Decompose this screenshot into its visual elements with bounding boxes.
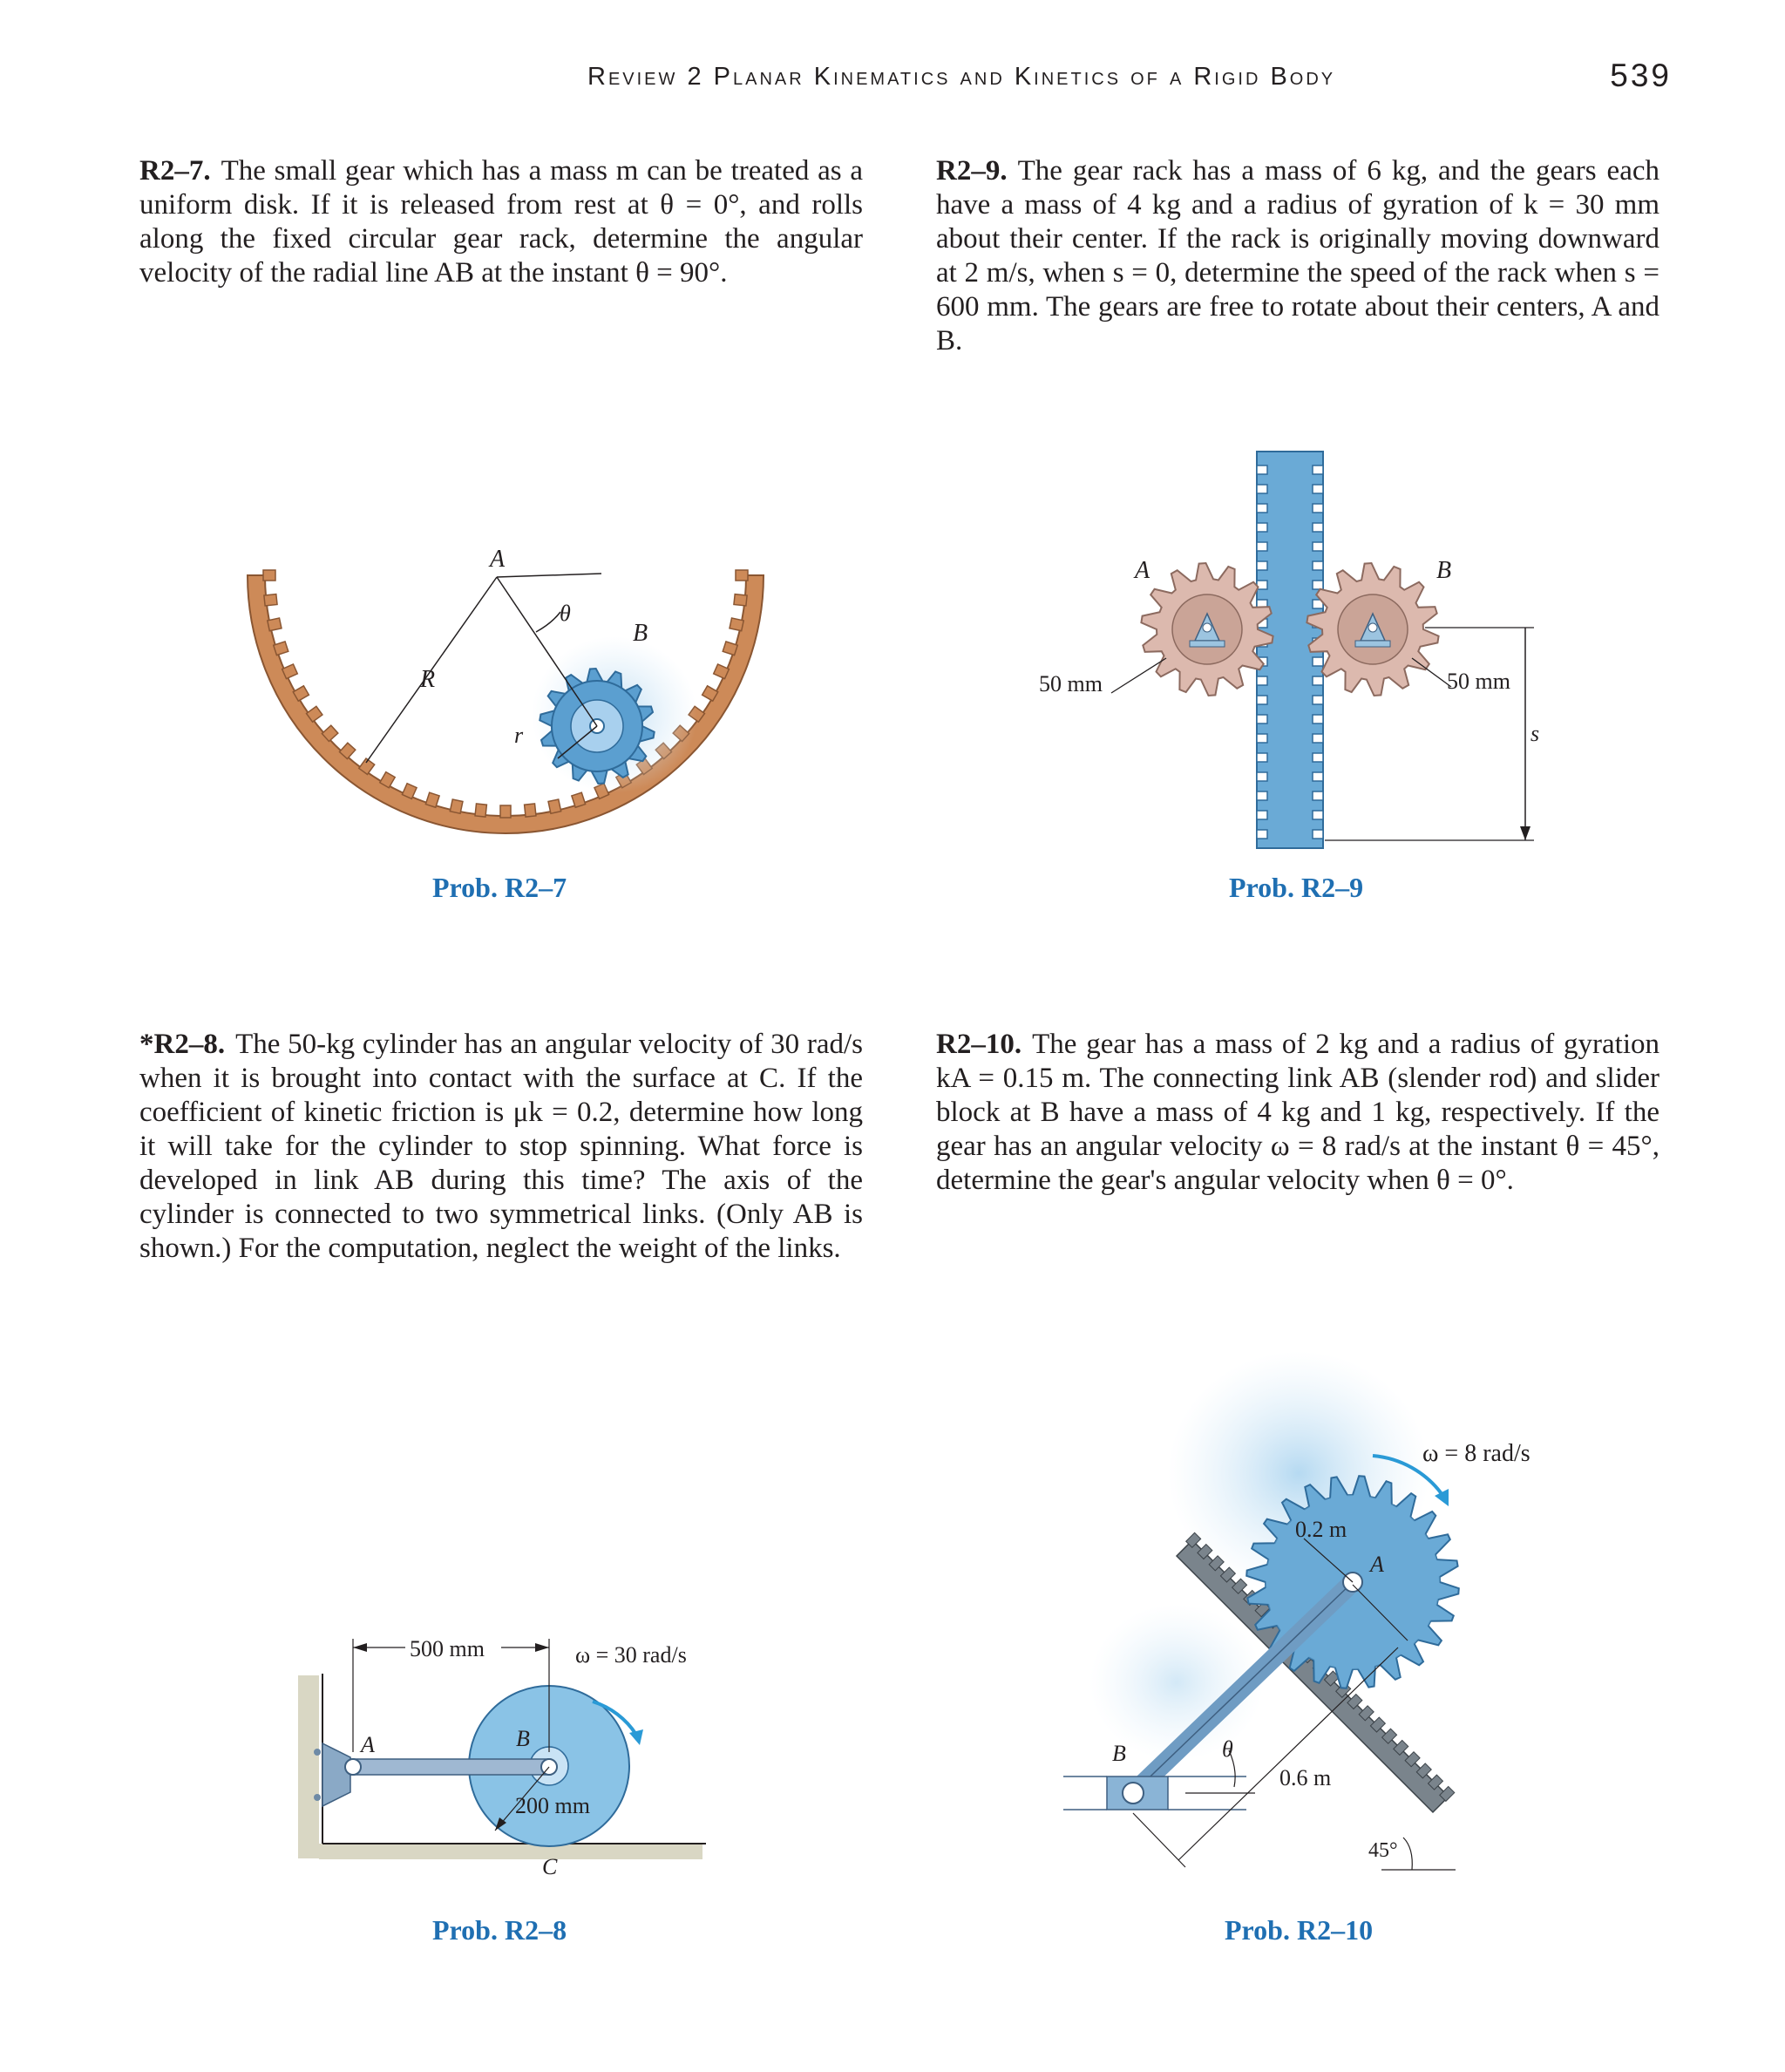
rack-notch	[1313, 465, 1323, 474]
figure-r2-8	[288, 1613, 741, 1883]
gear-B	[1307, 563, 1438, 696]
problem-text: The 50-kg cylinder has an angular velocity of 30 rad/s when it is brought into contact with the surface at C. If the coefficient of kinetic friction is μk = 0.2, determine how long it will take for the cylinder to stop spinning. What force is developed in link AB during this time? The axis of the cylinder is connected to two symmetrical links. (Only AB is shown.) For the computation, neglect the weight of the links.	[139, 1029, 863, 1264]
label-A: A	[1135, 557, 1150, 584]
rack-tooth	[730, 618, 743, 631]
rack-notch	[1257, 504, 1267, 513]
label-A: A	[490, 546, 506, 573]
rack-tooth	[736, 570, 748, 581]
problem-text: The small gear which has a mass m can be treated as a uniform disk. If it is released from rest at θ = 0°, and rolls along the fixed circular gear rack, determine the angular velocity of the radial line AB at the instant θ = 90°.	[139, 155, 863, 289]
caption-r2-10: Prob. R2–10	[1225, 1914, 1374, 1946]
label-200mm: 200 mm	[515, 1793, 590, 1818]
label-500mm: 500 mm	[410, 1636, 485, 1661]
rack-notch	[1257, 696, 1267, 704]
rack-notch	[1313, 581, 1323, 589]
rack-notch	[1313, 504, 1323, 513]
rack-notch	[1257, 485, 1267, 493]
gear-A	[1141, 563, 1273, 696]
label-B: B	[633, 620, 648, 647]
rack-notch	[1257, 523, 1267, 532]
label-R: R	[420, 666, 436, 693]
rack-notch	[1257, 811, 1267, 819]
label-s: s	[1530, 721, 1540, 746]
problem-number: R2–9.	[936, 155, 1008, 187]
rack-notch	[1313, 561, 1323, 570]
rack-notch	[1257, 715, 1267, 724]
rack-notch	[1257, 772, 1267, 781]
label-0-6m: 0.6 m	[1279, 1765, 1332, 1790]
rack-notch	[1313, 523, 1323, 532]
label-omega: ω = 30 rad/s	[575, 1642, 687, 1668]
reference-line	[497, 574, 601, 577]
rack-tooth	[548, 799, 561, 813]
page-number: 539	[1610, 58, 1672, 93]
rack-notch	[1313, 734, 1323, 743]
rack-tooth	[263, 570, 275, 581]
label-B: B	[1112, 1741, 1126, 1766]
rack-notch	[1257, 753, 1267, 762]
problem-text: The gear has a mass of 2 kg and a radius of gyration kA = 0.15 m. The connecting link AB (slender rod) and slider block at B have a mass of 4 kg and 1 kg, respectively. If the gear has an angular velocity ω = 8 rad/s at the instant θ = 45°, determine the gear's angular velocity when θ = 0°.	[936, 1029, 1659, 1196]
problem-r2-10	[936, 1028, 1659, 1198]
rack-notch	[1257, 830, 1267, 839]
label-C: C	[542, 1854, 558, 1879]
rack-notch	[1313, 657, 1323, 666]
rack-notch	[1313, 753, 1323, 762]
rack-tooth	[734, 594, 747, 606]
problem-number: R2–7.	[139, 155, 211, 187]
rack-notch	[1313, 696, 1323, 704]
rack-tooth	[450, 799, 463, 813]
rack-notch	[1313, 715, 1323, 724]
label-45deg: 45°	[1368, 1839, 1398, 1862]
running-header-title: Review 2 Planar Kinematics and Kinetics of a Rigid Body	[587, 63, 1336, 91]
label-A: A	[1370, 1552, 1384, 1577]
link-AB	[350, 1759, 551, 1775]
rack-notch	[1257, 734, 1267, 743]
label-B: B	[1436, 557, 1452, 584]
theta-arc	[536, 612, 560, 632]
problem-r2-7	[139, 154, 863, 290]
figure-r2-10	[1046, 1360, 1569, 1883]
rack-notch	[1313, 830, 1323, 839]
rack-notch	[1313, 676, 1323, 685]
label-0-2m: 0.2 m	[1295, 1517, 1347, 1542]
figure-r2-7	[218, 540, 793, 854]
rack-notch	[1257, 465, 1267, 474]
rack-notch	[1313, 791, 1323, 800]
problem-number: R2–10.	[936, 1029, 1022, 1060]
rack-tooth	[475, 804, 486, 817]
label-theta: θ	[560, 601, 571, 626]
rack-notch	[1257, 791, 1267, 800]
rack-tooth	[500, 805, 511, 818]
problem-r2-9	[936, 154, 1659, 358]
label-B: B	[516, 1726, 530, 1751]
rack-tooth	[264, 594, 277, 606]
rack-notch	[1313, 811, 1323, 819]
rack-notch	[1313, 542, 1323, 551]
rack-notch	[1313, 772, 1323, 781]
rack-notch	[1313, 485, 1323, 493]
label-r: r	[514, 723, 524, 748]
rack-tooth	[268, 618, 282, 631]
rack-notch	[1257, 542, 1267, 551]
problem-r2-8	[139, 1028, 863, 1266]
rack-tooth	[525, 804, 536, 817]
label-radius-right: 50 mm	[1447, 669, 1510, 694]
label-A: A	[361, 1732, 375, 1757]
caption-r2-7: Prob. R2–7	[432, 872, 567, 903]
label-radius-left: 50 mm	[1039, 671, 1103, 696]
label-omega: ω = 8 rad/s	[1422, 1440, 1530, 1467]
rack-notch	[1257, 561, 1267, 570]
caption-r2-9: Prob. R2–9	[1229, 872, 1364, 903]
figure-r2-9	[1028, 445, 1551, 854]
rack-notch	[1257, 676, 1267, 685]
label-theta: θ	[1222, 1736, 1233, 1762]
problem-number: *R2–8.	[139, 1029, 226, 1060]
caption-r2-8: Prob. R2–8	[432, 1914, 567, 1946]
problem-text: The gear rack has a mass of 6 kg, and the gears each have a mass of 4 kg and a radius of gyration of k = 30 mm about their center. If the rack is originally moving downward at 2 m/s, when s = 0, determine the speed of the rack when s = 600 mm. The gears are free to rotate about their centers, A and B.	[936, 155, 1659, 357]
